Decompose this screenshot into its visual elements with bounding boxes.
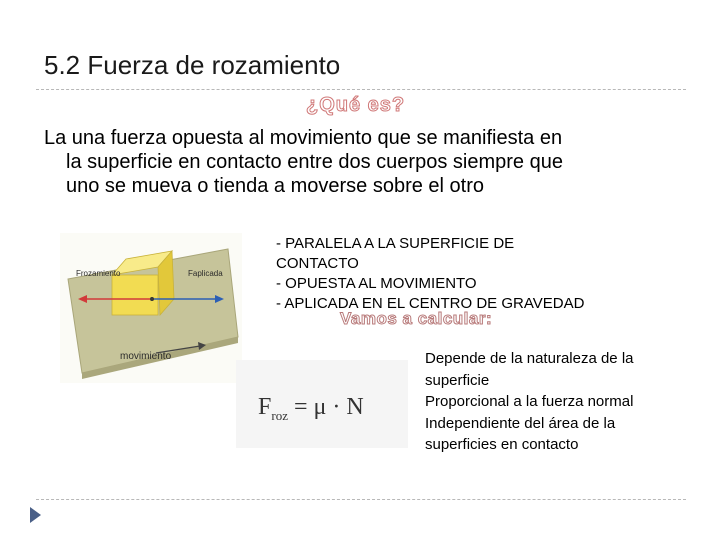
definition-line: la superficie en contacto entre dos cuerpos siempre que	[66, 151, 563, 173]
formula-rhs: = μ · N	[287, 394, 364, 420]
friction-properties	[276, 234, 584, 314]
calculation-heading: Vamos a calcular:	[340, 309, 493, 328]
definition-line: uno se mueva o tienda a moverse sobre el otro	[66, 175, 485, 197]
fact-line: Depende de la naturaleza de la	[425, 350, 634, 367]
friction-force-subscript: rozamiento	[80, 269, 121, 278]
fact-line: superficies en contacto	[425, 436, 579, 453]
definition-text	[44, 126, 694, 198]
property-line: - APLICADA EN EL CENTRO DE GRAVEDAD	[276, 295, 585, 312]
bullet-arrow-icon	[30, 507, 41, 523]
property-line: CONTACTO	[276, 255, 359, 272]
friction-formula	[258, 394, 364, 424]
formula-subscript: roz	[271, 407, 288, 423]
formula-lhs: F	[258, 394, 272, 420]
title-divider	[36, 89, 686, 90]
fact-line: Proporcional a la fuerza normal	[425, 393, 634, 410]
friction-facts	[425, 348, 634, 456]
slide-title: 5.2 Fuerza de rozamiento	[44, 50, 341, 80]
definition-line: La una fuerza opuesta al movimiento que se manifiesta en	[44, 127, 563, 149]
applied-force-label	[188, 269, 223, 278]
fact-line: Independiente del área de la	[425, 414, 616, 432]
friction-force-symbol: F	[76, 269, 81, 278]
fact-line: superficie	[425, 371, 490, 389]
motion-label: movimiento	[120, 351, 172, 362]
friction-diagram	[60, 233, 242, 383]
footer-divider	[36, 499, 686, 500]
section-subtitle: ¿Qué es?	[306, 94, 406, 116]
property-line: - OPUESTA AL MOVIMIENTO	[276, 275, 477, 292]
applied-force-symbol: F	[188, 269, 193, 278]
friction-force-label	[76, 269, 120, 278]
property-line: - PARALELA A LA SUPERFICIE DE	[276, 235, 515, 252]
applied-force-subscript: aplicada	[192, 269, 223, 278]
